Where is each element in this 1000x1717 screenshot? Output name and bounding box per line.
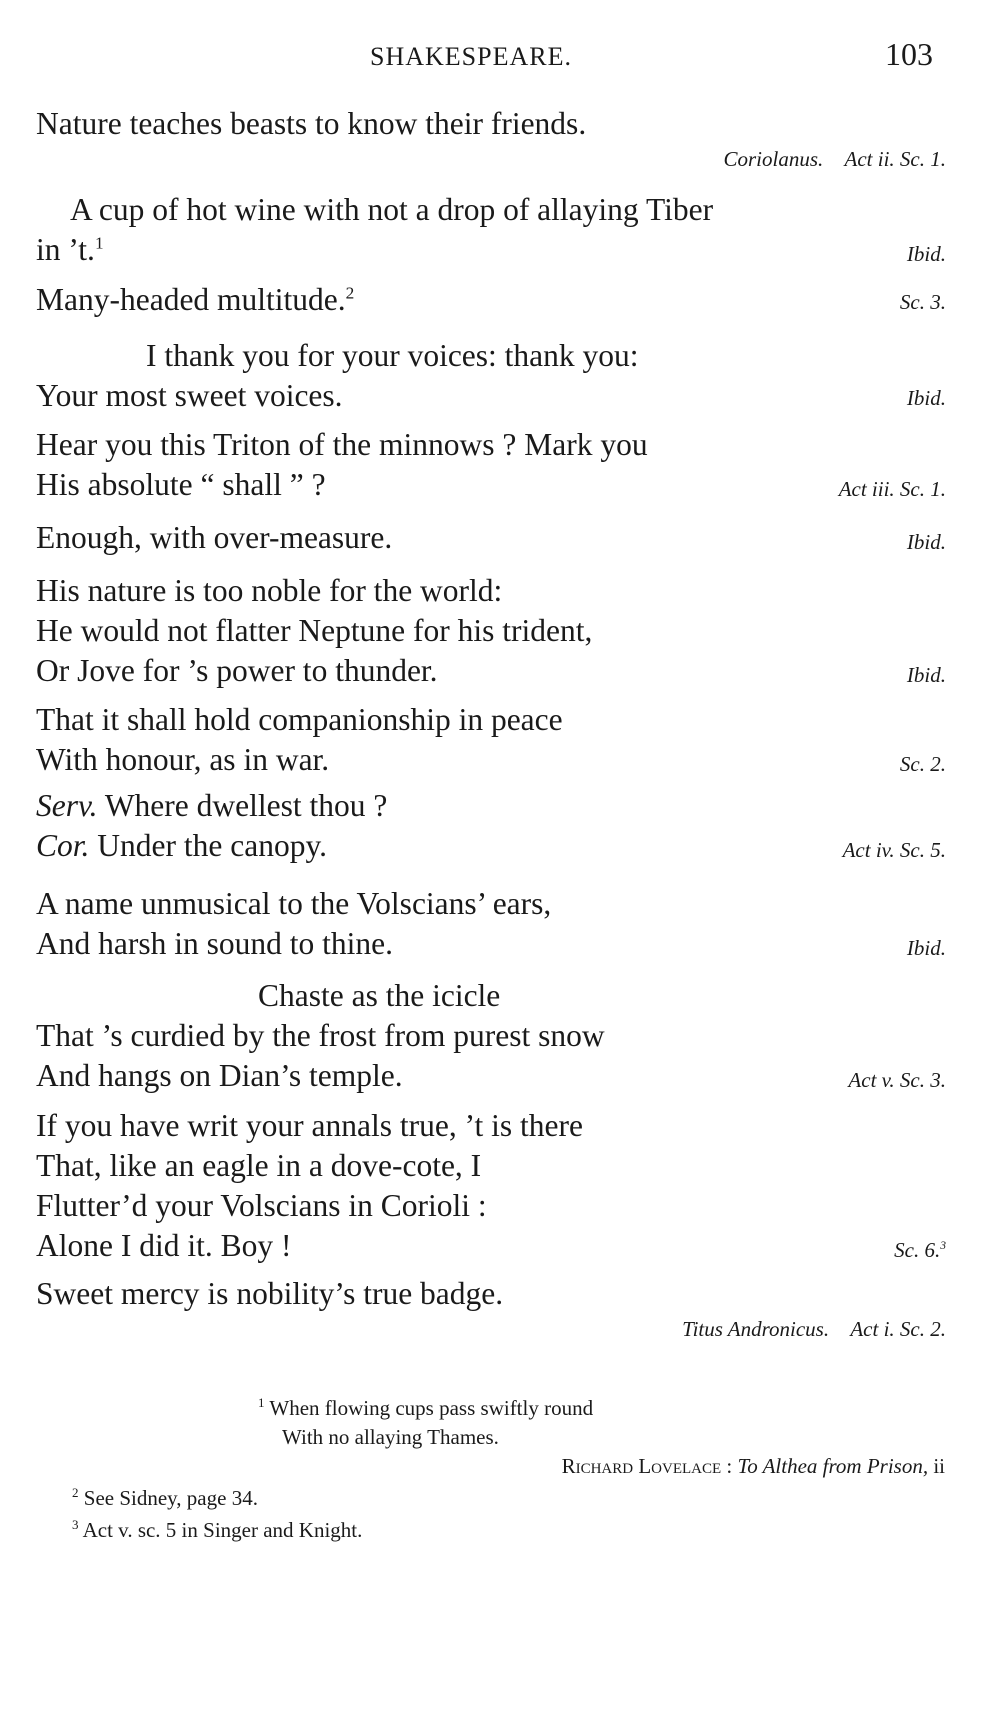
quote-line: Hear you this Triton of the minnows ? Mark you xyxy=(36,427,648,462)
quote-line: Nature teaches beasts to know their friends. xyxy=(36,106,587,141)
quote-source: Sc. 3. xyxy=(899,290,946,314)
footnote-ref: 2 xyxy=(345,283,355,303)
quote xyxy=(36,518,946,558)
page-number: 103 xyxy=(885,36,933,72)
source-work: Coriolanus. xyxy=(723,147,824,171)
quote-line: Flutter’d your Volscians in Corioli : xyxy=(36,1188,487,1223)
footnote-3: $^3$ Act v. sc. 5 in Singer and Knight. xyxy=(72,1517,363,1542)
quote-source: Act v. Sc. 3. xyxy=(848,1068,946,1092)
quote xyxy=(36,425,946,505)
quote xyxy=(36,190,946,270)
quote-line: And hangs on Dian’s temple. xyxy=(36,1058,403,1093)
running-header xyxy=(0,36,1000,80)
quote-line: With honour, as in war. xyxy=(36,742,330,777)
quote xyxy=(36,104,946,172)
quote-line: Serv. Where dwellest thou ? xyxy=(36,788,388,823)
quote-line: Cor. Under the canopy. xyxy=(36,828,328,863)
quote-source xyxy=(36,146,946,172)
quote-line: A name unmusical to the Volscians’ ears, xyxy=(36,886,552,921)
quote xyxy=(36,280,946,320)
quote-line: Alone I did it. Boy ! xyxy=(36,1228,292,1263)
quote-line: A cup of hot wine with not a drop of allaying Tiber xyxy=(70,192,714,227)
footnote-1-line-2: With no allaying Thames. xyxy=(282,1425,499,1449)
quote xyxy=(36,884,946,964)
quote xyxy=(36,786,946,866)
quote-source: Ibid. xyxy=(906,386,946,410)
quote-source: Act iv. Sc. 5. xyxy=(842,838,946,862)
quote-line: in ’t.$^1$ xyxy=(36,232,104,267)
footnote-1-attribution: Richard Lovelace : To Althea from Prison, ii xyxy=(561,1454,945,1478)
running-title: SHAKESPEARE. xyxy=(370,42,572,71)
quote-line: His absolute “ shall ” ? xyxy=(36,467,326,502)
quote-line: That ’s curdied by the frost from purest snow xyxy=(36,1018,605,1053)
source-act: Act i. Sc. 2. xyxy=(850,1317,946,1341)
quote-source: Ibid. xyxy=(906,530,946,554)
quote-line: Your most sweet voices. xyxy=(36,378,343,413)
footnote-1-line-1: $^1$ When flowing cups pass swiftly round xyxy=(258,1395,594,1420)
quote xyxy=(36,336,946,416)
quote xyxy=(36,571,946,691)
quote-line: Or Jove for ’s power to thunder. xyxy=(36,653,438,688)
quote-line: Many-headed multitude.$^2$ xyxy=(36,282,355,317)
quote-source: Ibid. xyxy=(906,936,946,960)
quote-source: Act iii. Sc. 1. xyxy=(838,477,946,501)
speaker: Serv. xyxy=(36,788,98,823)
quote-line: And harsh in sound to thine. xyxy=(36,926,393,961)
quote-line: His nature is too noble for the world: xyxy=(36,573,503,608)
footnote-2: $^2$ See Sidney, page 34. xyxy=(72,1485,258,1510)
quote-line: Enough, with over-measure. xyxy=(36,520,393,555)
quote-source: Sc. 6.$^3$ xyxy=(894,1238,946,1262)
quote-source xyxy=(36,1316,946,1342)
speaker: Cor. xyxy=(36,828,90,863)
quote-source: Ibid. xyxy=(906,242,946,266)
quote-line: That it shall hold companionship in peace xyxy=(36,702,563,737)
quote-line: That, like an eagle in a dove-cote, I xyxy=(36,1148,482,1183)
quote xyxy=(36,1274,946,1342)
footnote-ref: 3 xyxy=(940,1240,946,1252)
footnote-ref: 1 xyxy=(94,233,104,253)
quote-line: Chaste as the icicle xyxy=(258,978,501,1013)
quote-line: I thank you for your voices: thank you: xyxy=(146,338,639,373)
quote xyxy=(36,1106,946,1266)
quote-line: Sweet mercy is nobility’s true badge. xyxy=(36,1276,504,1311)
quote-line: If you have writ your annals true, ’t is there xyxy=(36,1108,584,1143)
quote xyxy=(36,700,946,780)
quote-source: Sc. 2. xyxy=(899,752,946,776)
source-work: Titus Andronicus. xyxy=(682,1317,830,1341)
quote-source: Ibid. xyxy=(906,663,946,687)
quote-line: He would not flatter Neptune for his trident, xyxy=(36,613,593,648)
quote xyxy=(36,976,946,1096)
source-act: Act ii. Sc. 1. xyxy=(844,147,946,171)
